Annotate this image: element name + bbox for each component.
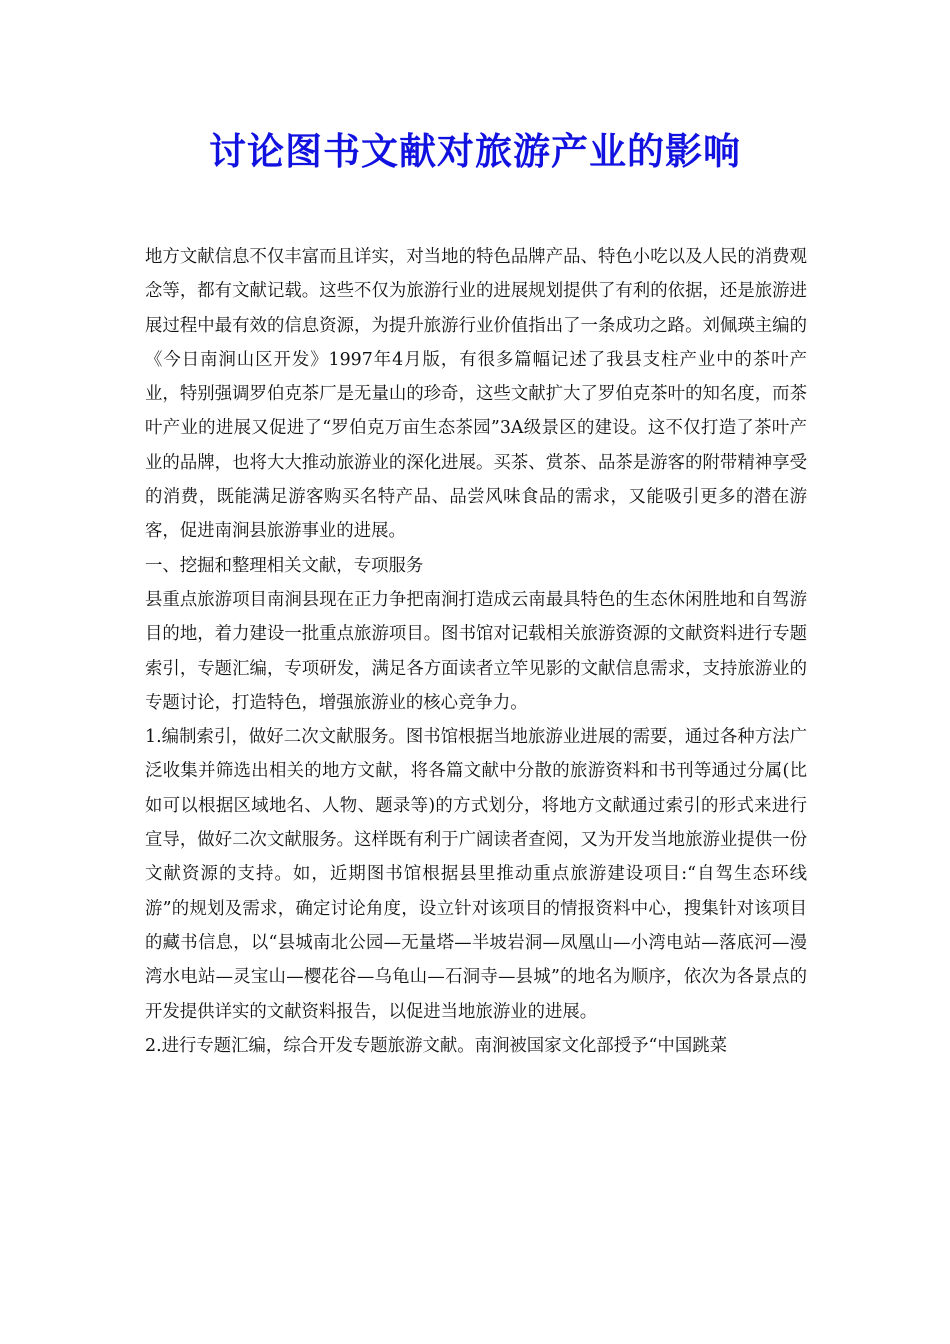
document-title: 讨论图书文献对旅游产业的影响 xyxy=(209,130,741,173)
body-paragraph-compilation: 2.进行专题汇编，综合开发专题旅游文献。南涧被国家文化部授予“中国跳菜 xyxy=(145,1035,727,1056)
body-paragraph-intro: 地方文献信息不仅丰富而且详实，对当地的特色品牌产品、特色小吃以及人民的消费观念等，都有文献记载。这些不仅为旅游行业的进展规划提供了有利的依据，还是旅游进展过程中最有效的信息资源，为提升旅游行业价值指出了一条成功之路。刘佩瑛主编的《今日南涧山区开发》1997年4月版，有很多篇幅记述了我县支柱产业中的茶叶产业，特别强调罗伯克茶厂是无量山的珍奇，这些文献扩大了罗伯克茶叶的知名度，而茶叶产业的进展又促进了“罗伯克万亩生态茶园”3A级景区的建设。这不仅打造了茶叶产业的品牌，也将大大推动旅游业的深化进展。买茶、赏茶、品茶是游客的附带精神享受的消费，既能满足游客购买名特产品、品尝风味食品的需求，又能吸引更多的潜在游客，促进南涧县旅游事业的进展。 xyxy=(145,247,807,542)
section-heading-1: 一、挖掘和整理相关文献，专项服务 xyxy=(145,555,424,576)
body-paragraph-projects: 县重点旅游项目南涧县现在正力争把南涧打造成云南最具特色的生态休闲胜地和自驾游目的地，着力建设一批重点旅游项目。图书馆对记载相关旅游资源的文献资料进行专题索引，专题汇编，专项研发，满足各方面读者立竿见影的文献信息需求，支持旅游业的专题讨论，打造特色，增强旅游业的核心竞争力。 xyxy=(145,589,807,713)
document-body xyxy=(145,240,807,1063)
body-paragraph-index: 1.编制索引，做好二次文献服务。图书馆根据当地旅游业进展的需要，通过各种方法广泛收集并筛选出相关的地方文献，将各篇文献中分散的旅游资料和书刊等通过分属(比如可以根据区域地名、人物、题录等)的方式划分，将地方文献通过索引的形式来进行宣导，做好二次文献服务。这样既有利于广阔读者查阅，又为开发当地旅游业提供一份文献资源的支持。如，近期图书馆根据县里推动重点旅游建设项目:“自驾生态环线游”的规划及需求，确定讨论角度，设立针对该项目的情报资料中心，搜集针对该项目的藏书信息，以“县城南北公园—无量塔—半坡岩洞—凤凰山—小湾电站—落底河—漫湾水电站—灵宝山—樱花谷—乌龟山—石洞寺—县城”的地名为顺序，依次为各景点的开发提供详实的文献资料报告，以促进当地旅游业的进展。 xyxy=(145,727,807,1022)
